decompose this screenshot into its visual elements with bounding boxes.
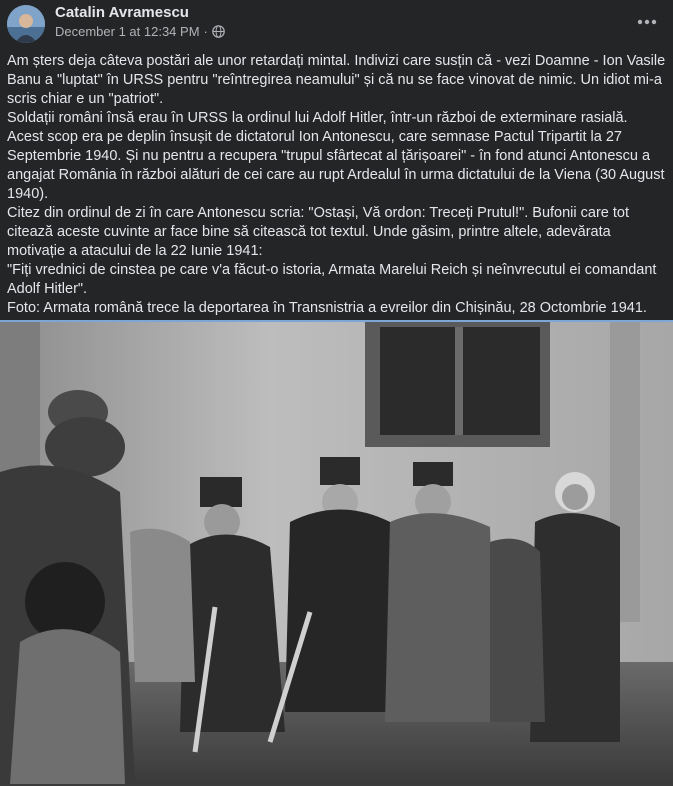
post-meta [55,24,225,39]
author-name[interactable]: Catalin Avramescu [55,4,189,21]
globe-icon[interactable] [212,25,225,38]
post-paragraph: "Fiți vrednici de cinstea pe care v'a făcut-o istoria, Armata Marelui Reich și neînvrecutul ei comandant Adolf Hitler". [7,262,657,297]
more-options-icon[interactable] [633,8,661,36]
avatar[interactable] [7,5,45,43]
historical-photo [0,322,673,784]
post-paragraph: Am șters deja câteva postări ale unor retardați mintal. Indivizi care susțin că - vezi Doamne - Ion Vasile Banu a "luptat" în URSS pentru "reîntregirea neamului" și că nu se face vinovat de nimic. Un idiot mi-a scris chiar e un "patriot". [7,53,666,107]
post-text [7,52,667,318]
post-photo[interactable] [0,320,673,786]
meta-separator: · [203,24,208,39]
post-paragraph: Citez din ordinul de zi în care Antonescu scria: "Ostași, Vă ordon: Treceți Prutul!". Bufonii care tot citează aceste cuvinte ar face bine să citească tot textul. Unde găsim, printre altele, adevărata motivație a atacului de la 22 Iunie 1941: [7,205,630,259]
post-timestamp[interactable]: December 1 at 12:34 PM [55,24,200,39]
avatar-image [7,5,45,43]
post-paragraph: Foto: Armata română trece la deportarea în Transnistria a evreilor din Chișinău, 28 Octombrie 1941. [7,300,647,316]
post-header [0,0,673,46]
post-paragraph: Soldații români însă erau în URSS la ordinul lui Adolf Hitler, într-un război de exterminare rasială. Acest scop era pe deplin însușit de dictatorul Ion Antonescu, care semnase Pactul Tripartit la 27 Septembrie 1940. Și nu pentru a recupera "trupul sfârtecat al țărișoarei" - în fond atunci Antonescu a angajat România în război alături de cei care au rupt Ardealul în urma dictatului de la Viena (30 August 1940). [7,110,665,202]
